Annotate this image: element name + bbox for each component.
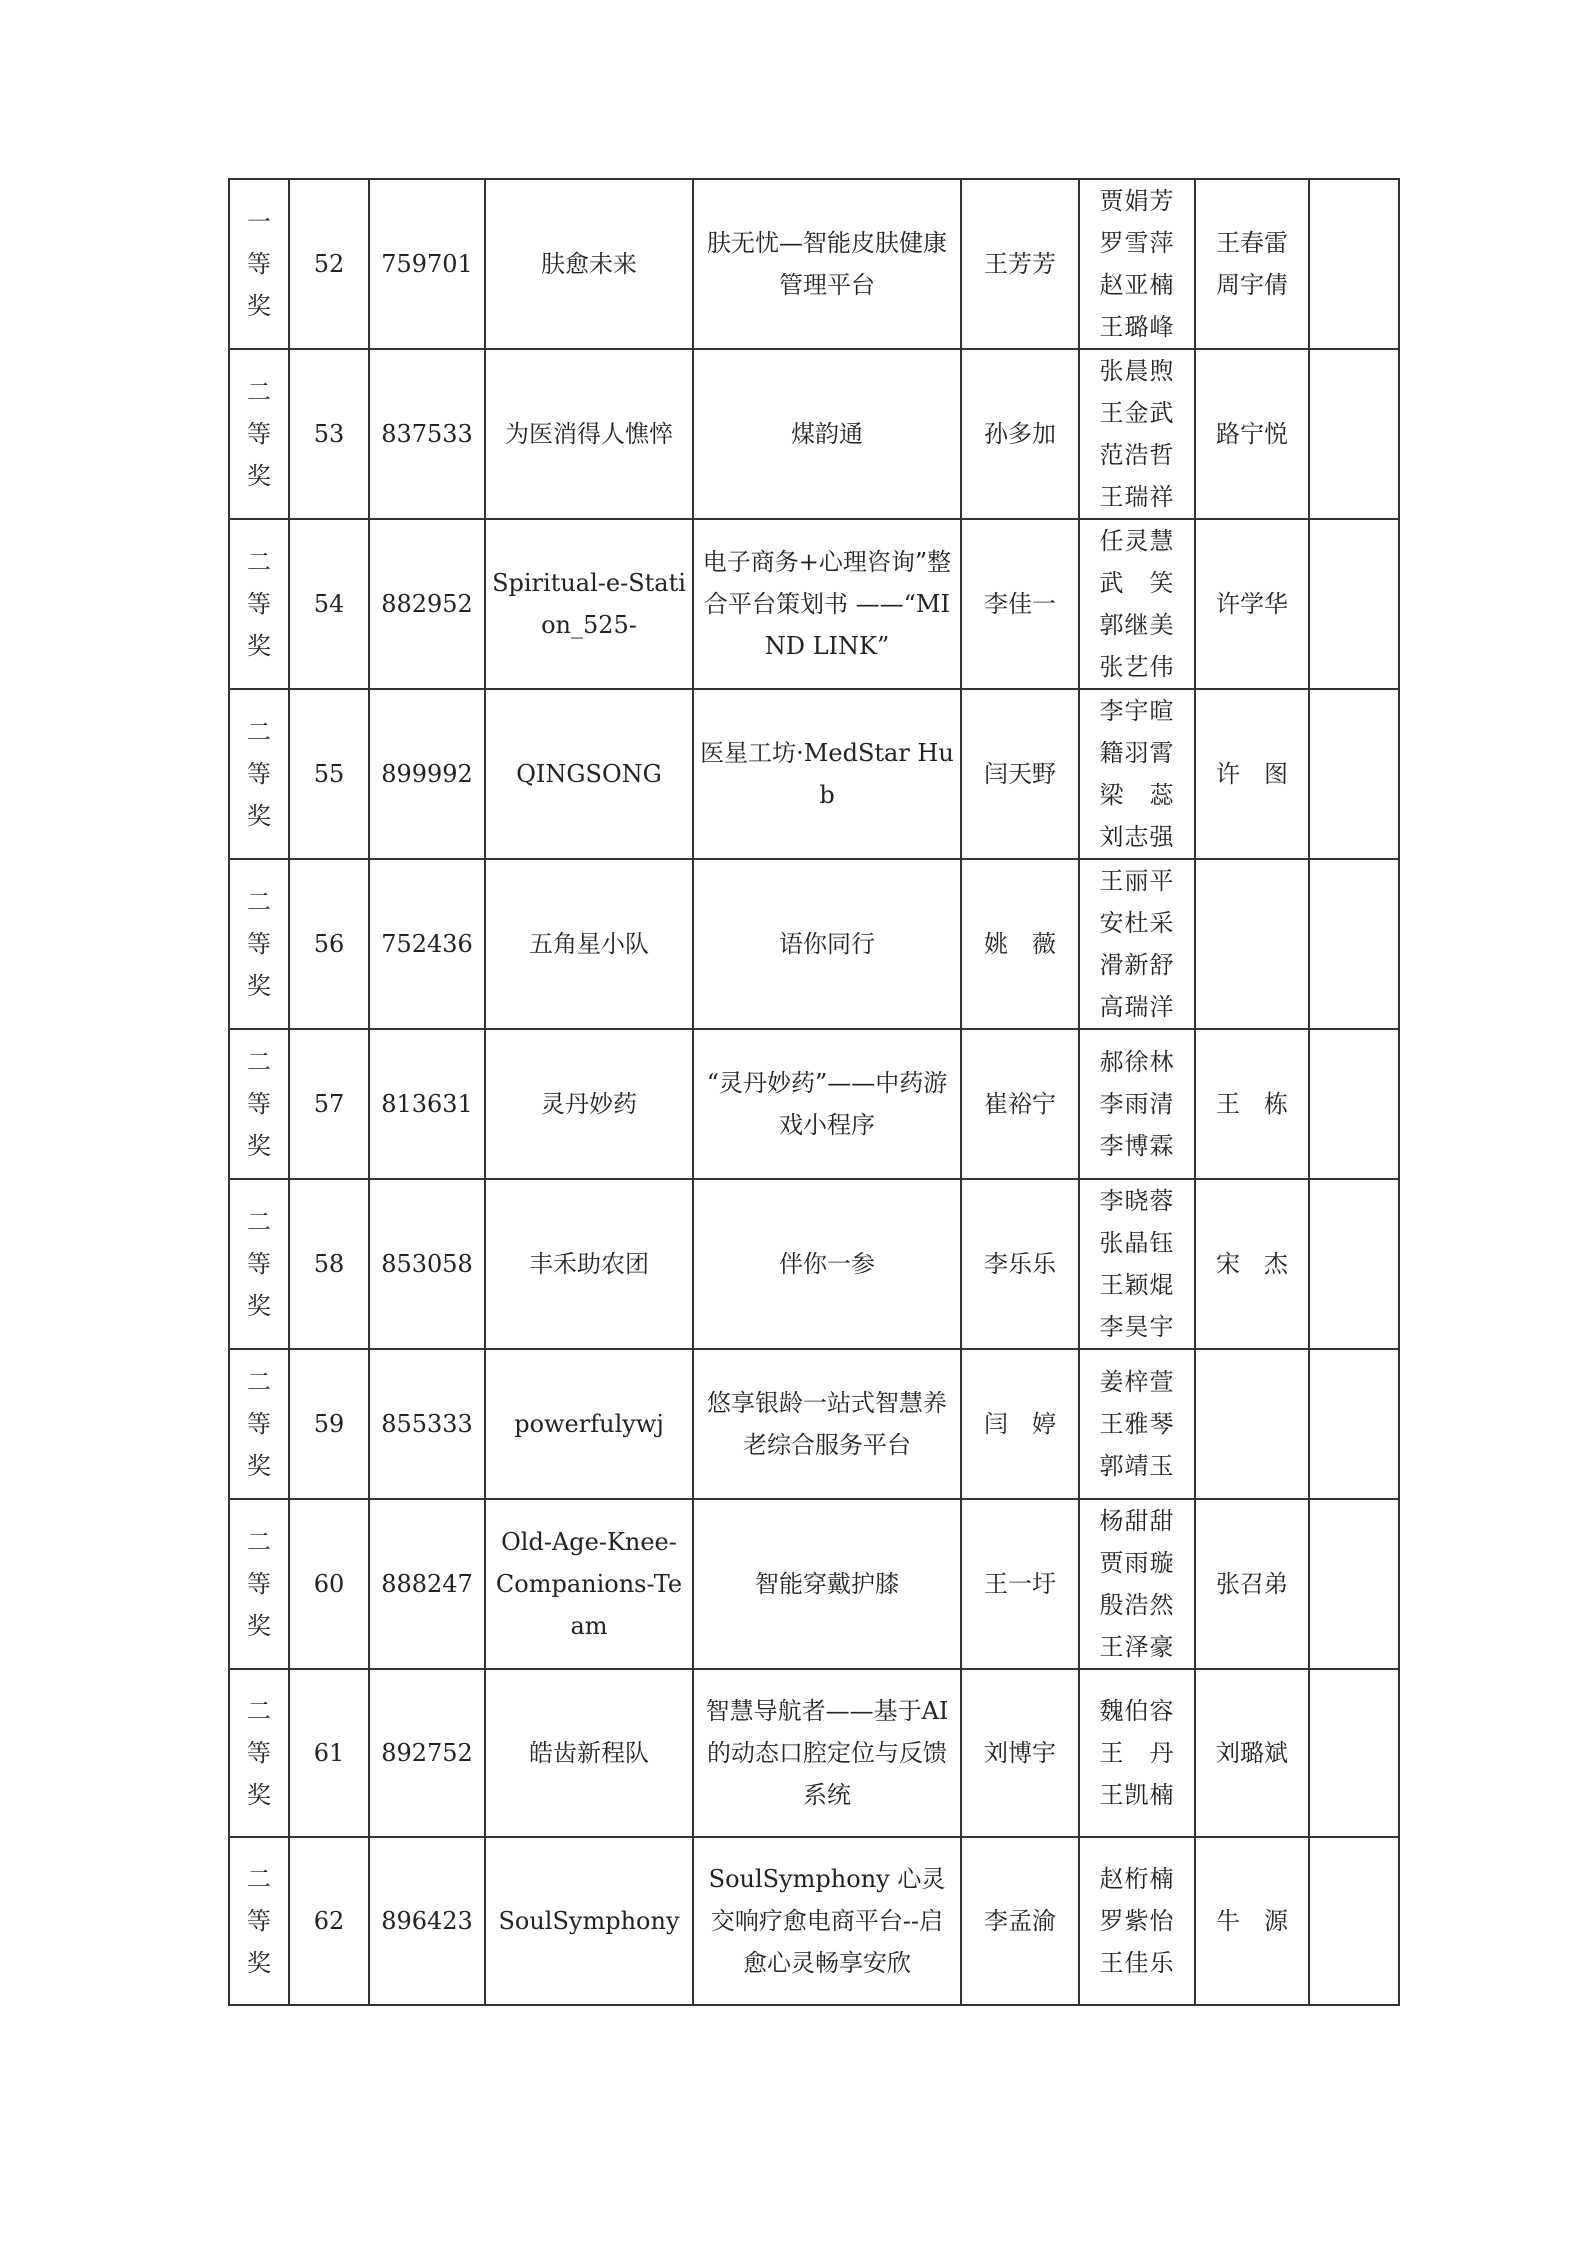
team-members-cell [1079, 689, 1195, 859]
award-level-char: 奖 [247, 1612, 271, 1640]
project-name-cell: 智能穿戴护膝 [693, 1499, 961, 1669]
team-member: 武 笑 [1099, 569, 1175, 597]
advisor-cell [1195, 1349, 1309, 1499]
award-level-cell [229, 689, 289, 859]
team-member: 王 丹 [1099, 1739, 1175, 1767]
advisor-cell: 王 栋 [1195, 1029, 1309, 1179]
award-level-char: 一 [247, 208, 271, 236]
team-member: 王金武 [1099, 399, 1175, 427]
advisor-cell: 路宁悦 [1195, 349, 1309, 519]
award-level-cell [229, 1349, 289, 1499]
award-level-char: 二 [247, 1208, 271, 1236]
team-member: 郝徐林 [1099, 1048, 1175, 1076]
award-level-char: 等 [247, 1090, 271, 1118]
table-row [229, 1179, 1399, 1349]
team-member: 殷浩然 [1099, 1591, 1175, 1619]
advisor-cell: 王春雷 周宇倩 [1195, 179, 1309, 349]
award-level-cell [229, 349, 289, 519]
team-leader-cell: 王芳芳 [961, 179, 1079, 349]
award-level-char: 等 [247, 760, 271, 788]
project-name-cell: 医星工坊·MedStar Hub [693, 689, 961, 859]
team-member: 王璐峰 [1099, 313, 1175, 341]
award-level-char: 奖 [247, 1781, 271, 1809]
table-row [229, 1499, 1399, 1669]
team-member: 郭靖玉 [1099, 1452, 1175, 1480]
award-level-char: 奖 [247, 462, 271, 490]
team-members-cell [1079, 179, 1195, 349]
team-name-cell: QINGSONG [485, 689, 693, 859]
award-level-char: 奖 [247, 972, 271, 1000]
table-row [229, 519, 1399, 689]
award-level-char: 等 [247, 1570, 271, 1598]
award-level-cell [229, 1669, 289, 1837]
team-member: 张艺伟 [1099, 653, 1175, 681]
team-members-cell [1079, 859, 1195, 1029]
award-level-char: 奖 [247, 802, 271, 830]
award-level-char: 二 [247, 1048, 271, 1076]
project-name-cell: 伴你一参 [693, 1179, 961, 1349]
team-code-cell: 892752 [369, 1669, 485, 1837]
advisor-cell [1195, 859, 1309, 1029]
team-leader-cell: 闫 婷 [961, 1349, 1079, 1499]
team-member: 张晨煦 [1099, 357, 1175, 385]
award-level-char: 奖 [247, 632, 271, 660]
award-level-char: 二 [247, 718, 271, 746]
remark-cell [1309, 1179, 1399, 1349]
award-level-char: 等 [247, 930, 271, 958]
remark-cell [1309, 519, 1399, 689]
row-number-cell: 52 [289, 179, 369, 349]
project-name-cell: SoulSymphony 心灵交响疗愈电商平台--启愈心灵畅享安欣 [693, 1837, 961, 2005]
team-member: 王佳乐 [1099, 1949, 1175, 1977]
team-member: 王丽平 [1099, 867, 1175, 895]
award-level-char: 二 [247, 1865, 271, 1893]
team-name-cell: Old-Age-Knee-Companions-Team [485, 1499, 693, 1669]
advisor-cell: 牛 源 [1195, 1837, 1309, 2005]
team-code-cell: 759701 [369, 179, 485, 349]
team-member: 张晶钰 [1099, 1229, 1175, 1257]
team-name-cell: 丰禾助农团 [485, 1179, 693, 1349]
team-member: 赵桁楠 [1099, 1865, 1175, 1893]
advisor-cell: 宋 杰 [1195, 1179, 1309, 1349]
team-member: 范浩哲 [1099, 441, 1175, 469]
row-number-cell: 55 [289, 689, 369, 859]
remark-cell [1309, 1029, 1399, 1179]
team-member: 王瑞祥 [1099, 483, 1175, 511]
team-members-cell [1079, 1349, 1195, 1499]
team-members-cell [1079, 1499, 1195, 1669]
advisor-cell: 张召弟 [1195, 1499, 1309, 1669]
team-name-cell: 五角星小队 [485, 859, 693, 1029]
team-members-cell [1079, 519, 1195, 689]
team-leader-cell: 孙多加 [961, 349, 1079, 519]
team-member: 王颖焜 [1099, 1271, 1175, 1299]
award-level-cell [229, 859, 289, 1029]
advisor-cell: 许 图 [1195, 689, 1309, 859]
team-leader-cell: 崔裕宁 [961, 1029, 1079, 1179]
award-level-char: 奖 [247, 1132, 271, 1160]
team-members-cell [1079, 349, 1195, 519]
team-code-cell: 853058 [369, 1179, 485, 1349]
team-member: 魏伯容 [1099, 1697, 1175, 1725]
team-member: 任灵慧 [1099, 527, 1175, 555]
table-row [229, 1837, 1399, 2005]
table-row [229, 689, 1399, 859]
award-level-char: 奖 [247, 1452, 271, 1480]
team-member: 赵亚楠 [1099, 271, 1175, 299]
row-number-cell: 56 [289, 859, 369, 1029]
remark-cell [1309, 1499, 1399, 1669]
team-member: 高瑞洋 [1099, 993, 1175, 1021]
award-level-char: 等 [247, 1410, 271, 1438]
project-name-cell: 悠享银龄一站式智慧养老综合服务平台 [693, 1349, 961, 1499]
team-code-cell: 888247 [369, 1499, 485, 1669]
row-number-cell: 59 [289, 1349, 369, 1499]
award-level-char: 等 [247, 1250, 271, 1278]
team-leader-cell: 闫天野 [961, 689, 1079, 859]
team-members-cell [1079, 1669, 1195, 1837]
remark-cell [1309, 349, 1399, 519]
award-level-char: 奖 [247, 1949, 271, 1977]
team-member: 罗雪萍 [1099, 229, 1175, 257]
team-leader-cell: 刘博宇 [961, 1669, 1079, 1837]
award-level-char: 等 [247, 590, 271, 618]
table-row [229, 859, 1399, 1029]
team-member: 安杜采 [1099, 909, 1175, 937]
row-number-cell: 60 [289, 1499, 369, 1669]
team-member: 李昊宇 [1099, 1313, 1175, 1341]
team-leader-cell: 姚 薇 [961, 859, 1079, 1029]
table-row [229, 179, 1399, 349]
advisor-cell: 许学华 [1195, 519, 1309, 689]
award-level-char: 等 [247, 1907, 271, 1935]
team-code-cell: 896423 [369, 1837, 485, 2005]
team-member: 贾娟芳 [1099, 187, 1175, 215]
award-level-char: 二 [247, 1697, 271, 1725]
remark-cell [1309, 1837, 1399, 2005]
table-row [229, 1669, 1399, 1837]
award-level-cell [229, 1179, 289, 1349]
team-name-cell: Spiritual-e-Station_525- [485, 519, 693, 689]
remark-cell [1309, 1669, 1399, 1837]
team-member: 贾雨璇 [1099, 1549, 1175, 1577]
team-member: 郭继美 [1099, 611, 1175, 639]
team-member: 滑新舒 [1099, 951, 1175, 979]
awards-table [228, 178, 1400, 2006]
team-name-cell: SoulSymphony [485, 1837, 693, 2005]
team-code-cell: 837533 [369, 349, 485, 519]
team-member: 李宇暄 [1099, 697, 1175, 725]
team-member: 王凯楠 [1099, 1781, 1175, 1809]
team-member: 李博霖 [1099, 1132, 1175, 1160]
team-members-cell [1079, 1029, 1195, 1179]
team-member: 杨甜甜 [1099, 1507, 1175, 1535]
team-name-cell: 灵丹妙药 [485, 1029, 693, 1179]
award-level-char: 二 [247, 1528, 271, 1556]
team-member: 王泽豪 [1099, 1633, 1175, 1661]
project-name-cell: 肤无忧—智能皮肤健康管理平台 [693, 179, 961, 349]
table-row [229, 349, 1399, 519]
award-level-char: 等 [247, 420, 271, 448]
award-level-cell [229, 1029, 289, 1179]
team-code-cell: 752436 [369, 859, 485, 1029]
project-name-cell: 电子商务+心理咨询”整合平台策划书 ——“MIND LINK” [693, 519, 961, 689]
remark-cell [1309, 179, 1399, 349]
team-member: 李雨清 [1099, 1090, 1175, 1118]
table-row [229, 1349, 1399, 1499]
award-level-char: 等 [247, 250, 271, 278]
award-level-char: 奖 [247, 292, 271, 320]
award-level-cell [229, 179, 289, 349]
award-level-char: 二 [247, 1368, 271, 1396]
team-name-cell: 皓齿新程队 [485, 1669, 693, 1837]
team-members-cell [1079, 1179, 1195, 1349]
team-member: 梁 蕊 [1099, 781, 1175, 809]
awards-table-body [229, 179, 1399, 2005]
team-name-cell: 肤愈未来 [485, 179, 693, 349]
advisor-cell: 刘璐斌 [1195, 1669, 1309, 1837]
project-name-cell: “灵丹妙药”——中药游戏小程序 [693, 1029, 961, 1179]
project-name-cell: 智慧导航者——基于AI的动态口腔定位与反馈系统 [693, 1669, 961, 1837]
remark-cell [1309, 859, 1399, 1029]
row-number-cell: 53 [289, 349, 369, 519]
team-member: 姜梓萱 [1099, 1368, 1175, 1396]
team-member: 罗紫怡 [1099, 1907, 1175, 1935]
team-member: 刘志强 [1099, 823, 1175, 851]
team-code-cell: 813631 [369, 1029, 485, 1179]
award-level-char: 等 [247, 1739, 271, 1767]
row-number-cell: 57 [289, 1029, 369, 1179]
award-level-char: 二 [247, 548, 271, 576]
team-members-cell [1079, 1837, 1195, 2005]
team-name-cell: powerfulywj [485, 1349, 693, 1499]
award-level-cell [229, 1499, 289, 1669]
team-member: 李晓蓉 [1099, 1187, 1175, 1215]
team-member: 籍羽霄 [1099, 739, 1175, 767]
remark-cell [1309, 1349, 1399, 1499]
team-code-cell: 882952 [369, 519, 485, 689]
award-level-char: 二 [247, 888, 271, 916]
award-level-cell [229, 519, 289, 689]
team-name-cell: 为医消得人憔悴 [485, 349, 693, 519]
award-level-char: 二 [247, 378, 271, 406]
team-leader-cell: 李孟渝 [961, 1837, 1079, 2005]
row-number-cell: 54 [289, 519, 369, 689]
award-level-cell [229, 1837, 289, 2005]
team-code-cell: 899992 [369, 689, 485, 859]
team-code-cell: 855333 [369, 1349, 485, 1499]
team-leader-cell: 李佳一 [961, 519, 1079, 689]
row-number-cell: 61 [289, 1669, 369, 1837]
row-number-cell: 58 [289, 1179, 369, 1349]
team-leader-cell: 王一圩 [961, 1499, 1079, 1669]
project-name-cell: 语你同行 [693, 859, 961, 1029]
award-level-char: 奖 [247, 1292, 271, 1320]
table-row [229, 1029, 1399, 1179]
remark-cell [1309, 689, 1399, 859]
row-number-cell: 62 [289, 1837, 369, 2005]
team-member: 王雅琴 [1099, 1410, 1175, 1438]
team-leader-cell: 李乐乐 [961, 1179, 1079, 1349]
project-name-cell: 煤韵通 [693, 349, 961, 519]
